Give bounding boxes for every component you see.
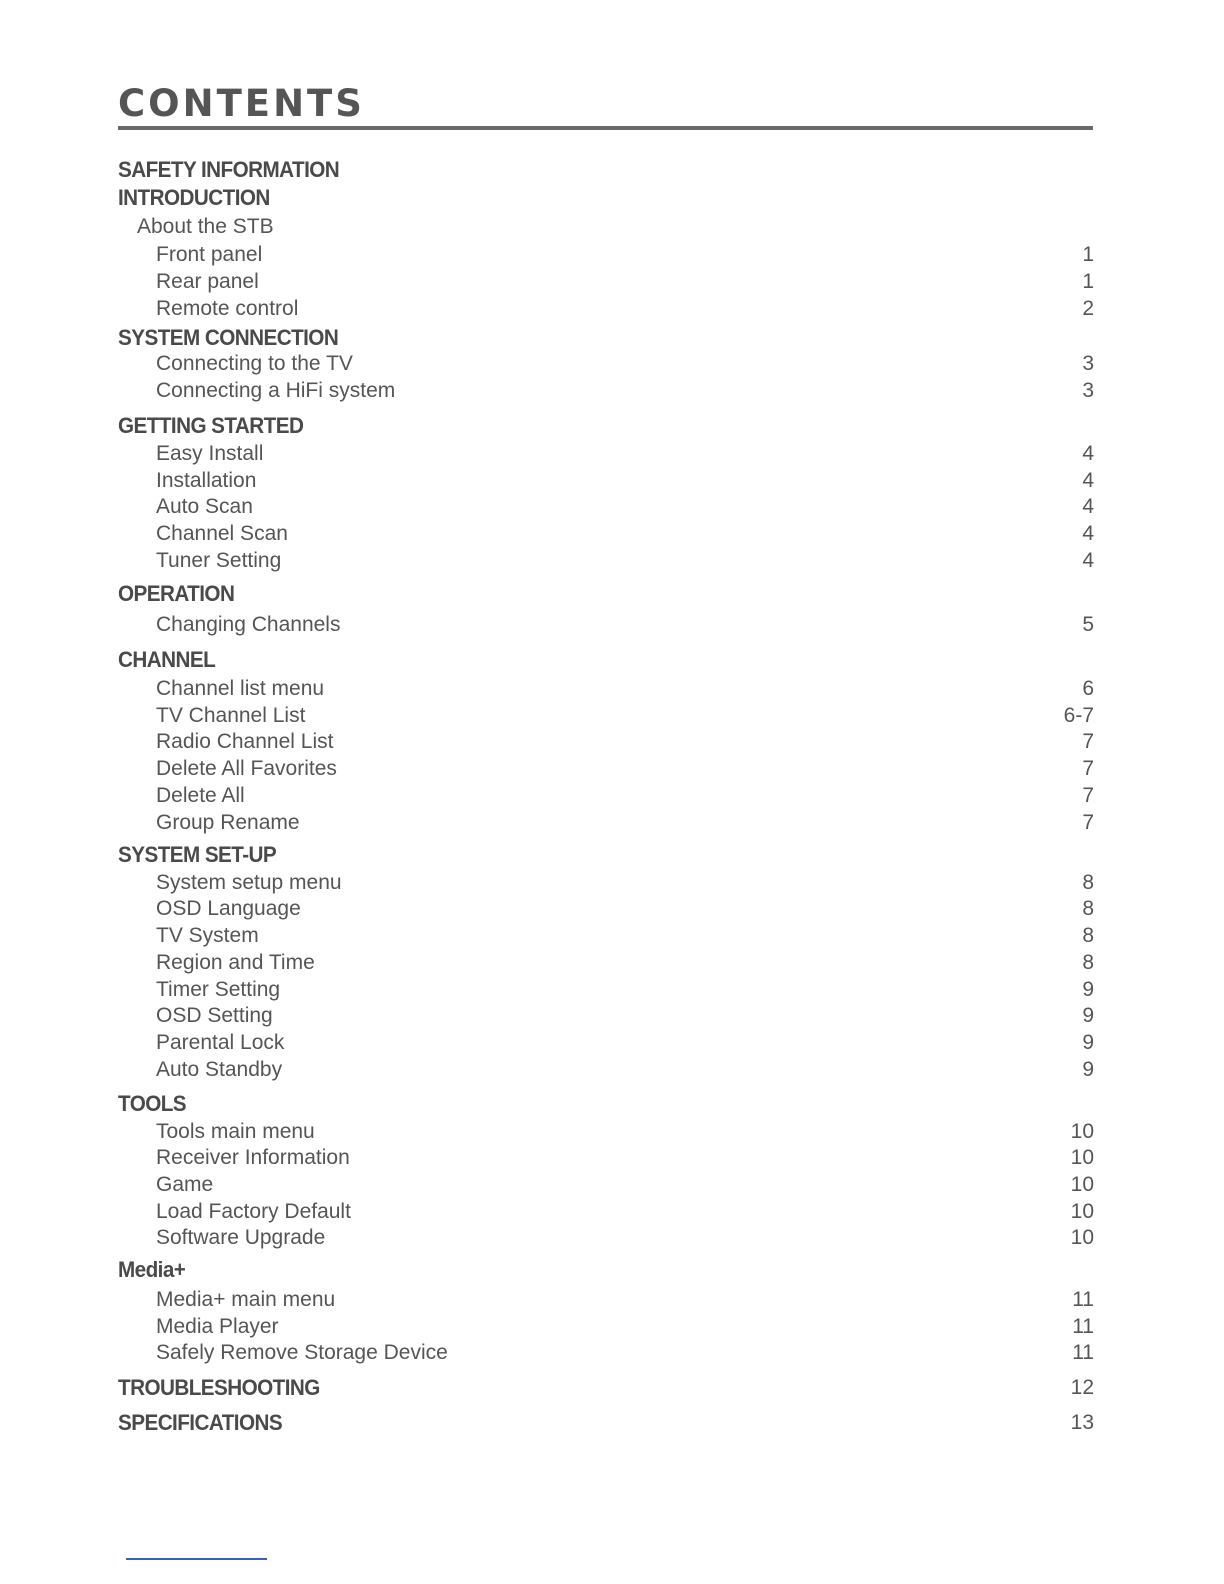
toc-section-heading: INTRODUCTION [118,185,270,210]
toc-page-number: 7 [1082,730,1094,753]
toc-section-row[interactable] [118,841,1094,869]
toc-page-number: 9 [1082,978,1094,1001]
toc-page-number: 10 [1070,1173,1094,1196]
toc-entry-row[interactable] [118,1313,1094,1341]
toc-section-heading: SYSTEM CONNECTION [118,325,339,350]
toc-page-number: 6-7 [1063,704,1094,727]
toc-page-number: 5 [1082,613,1094,636]
toc-section-row[interactable] [118,324,1094,352]
toc-entry-label: Connecting a HiFi system [156,379,396,402]
toc-entry-label: Tools main menu [156,1120,315,1143]
toc-section-row[interactable] [118,580,1094,608]
toc-page-number: 11 [1072,1288,1094,1311]
toc-entry-label: Software Upgrade [156,1226,326,1249]
toc-entry-row[interactable] [118,869,1094,897]
toc-entry-label: Installation [156,469,257,492]
toc-entry-row[interactable] [118,702,1094,730]
toc-page-number: 11 [1072,1341,1094,1364]
toc-page-number: 10 [1070,1226,1094,1249]
toc-entry-label: Easy Install [156,442,264,465]
toc-entry-label: OSD Language [156,897,301,920]
toc-entry-label: Auto Scan [156,495,253,518]
toc-section-row[interactable] [118,156,1094,184]
toc-entry-label: Remote control [156,297,299,320]
toc-page-number: 4 [1082,522,1094,545]
toc-section-row[interactable] [118,1409,1094,1437]
toc-entry-label: Rear panel [156,270,259,293]
toc-entry-label: Connecting to the TV [156,352,353,375]
toc-entry-row[interactable] [118,440,1094,468]
toc-entry-row[interactable] [118,295,1094,323]
toc-entry-row[interactable] [118,1002,1094,1030]
toc-entry-row[interactable] [118,1029,1094,1057]
toc-entry-row[interactable] [118,467,1094,495]
toc-entry-row[interactable] [118,547,1094,575]
toc-page-number: 9 [1082,1031,1094,1054]
toc-page-number: 7 [1082,811,1094,834]
toc-entry-label: Auto Standby [156,1058,283,1081]
toc-entry-label: TV Channel List [156,704,306,727]
toc-section-row[interactable] [118,412,1094,440]
toc-page-number: 9 [1082,1004,1094,1027]
toc-page-number: 3 [1082,379,1094,402]
toc-section-row[interactable] [118,1256,1094,1284]
toc-entry-row[interactable] [118,1171,1094,1199]
toc-section-heading: CHANNEL [118,647,216,672]
toc-entry-row[interactable] [118,611,1094,639]
toc-entry-label: Group Rename [156,811,300,834]
title-divider [118,126,1093,130]
toc-entry-label: Receiver Information [156,1146,350,1169]
toc-entry-label: Radio Channel List [156,730,334,753]
toc-section-row[interactable] [118,1374,1094,1402]
toc-entry-label: System setup menu [156,871,342,894]
toc-section-row[interactable] [118,646,1094,674]
toc-page-number: 7 [1082,757,1094,780]
toc-section-heading: Media+ [118,1257,186,1282]
toc-entry-label: Load Factory Default [156,1200,351,1223]
toc-section-heading: TROUBLESHOOTING [118,1375,320,1400]
toc-page-number: 8 [1082,951,1094,974]
toc-entry-label: Region and Time [156,951,315,974]
toc-page-number: 3 [1082,352,1094,375]
toc-entry-row[interactable] [118,976,1094,1004]
toc-entry-row[interactable] [118,782,1094,810]
toc-entry-label: Media+ main menu [156,1288,336,1311]
toc-page-number: 10 [1070,1200,1094,1223]
toc-entry-row[interactable] [118,1286,1094,1314]
toc-entry-row[interactable] [118,1339,1094,1367]
toc-entry-row[interactable] [118,809,1094,837]
toc-page-number: 8 [1082,897,1094,920]
toc-entry-row[interactable] [118,268,1094,296]
toc-entry-label: Timer Setting [156,978,281,1001]
toc-entry-label: About the STB [137,215,274,238]
toc-entry-row[interactable] [118,493,1094,521]
toc-entry-row[interactable] [118,377,1094,405]
toc-entry-label: Game [156,1173,214,1196]
toc-entry-row[interactable] [118,895,1094,923]
toc-entry-label: Channel Scan [156,522,288,545]
toc-section-heading: OPERATION [118,581,235,606]
toc-page-number: 4 [1082,469,1094,492]
toc-section-heading: TOOLS [118,1091,187,1116]
toc-entry-row[interactable] [118,949,1094,977]
toc-page-number: 1 [1082,243,1094,266]
toc-entry-label: Tuner Setting [156,549,282,572]
toc-entry-label: Delete All Favorites [156,757,337,780]
toc-entry-label: Safely Remove Storage Device [156,1341,448,1364]
toc-entry-row[interactable] [118,1224,1094,1252]
toc-entry-label: Channel list menu [156,677,325,700]
toc-entry-row[interactable] [118,1198,1094,1226]
toc-entry-row[interactable] [118,350,1094,378]
toc-page-number: 6 [1082,677,1094,700]
toc-entry-row[interactable] [118,1144,1094,1172]
toc-page-number: 1 [1082,270,1094,293]
toc-entry-row[interactable] [118,213,1094,241]
toc-page-number: 8 [1082,924,1094,947]
toc-section-row[interactable] [118,184,1094,212]
toc-page-number: 8 [1082,871,1094,894]
toc-page-number: 11 [1072,1315,1094,1338]
toc-section-heading: SAFETY INFORMATION [118,157,340,182]
toc-entry-row[interactable] [118,1056,1094,1084]
toc-page-number: 10 [1070,1120,1094,1143]
toc-page-number: 13 [1070,1411,1094,1434]
page-title: CONTENTS [118,82,365,125]
toc-page-number: 12 [1070,1376,1094,1399]
toc-entry-row[interactable] [118,1118,1094,1146]
toc-entry-row[interactable] [118,922,1094,950]
toc-section-heading: GETTING STARTED [118,413,304,438]
toc-section-heading: SPECIFICATIONS [118,1410,283,1435]
toc-entry-row[interactable] [118,755,1094,783]
toc-entry-label: OSD Setting [156,1004,273,1027]
toc-section-heading: SYSTEM SET-UP [118,842,277,867]
toc-entry-row[interactable] [118,675,1094,703]
footer-link-line [126,1558,267,1560]
toc-entry-label: Parental Lock [156,1031,285,1054]
toc-entry-label: Changing Channels [156,613,341,636]
toc-page-number: 2 [1082,297,1094,320]
toc-page-number: 9 [1082,1058,1094,1081]
toc-page-number: 4 [1082,495,1094,518]
toc-page-number: 10 [1070,1146,1094,1169]
toc-entry-row[interactable] [118,728,1094,756]
toc-entry-row[interactable] [118,520,1094,548]
toc-entry-label: Front panel [156,243,263,266]
toc-page-number: 4 [1082,442,1094,465]
toc-entry-label: TV System [156,924,259,947]
toc-entry-row[interactable] [118,241,1094,269]
toc-section-row[interactable] [118,1090,1094,1118]
toc-entry-label: Media Player [156,1315,279,1338]
toc-page-number: 4 [1082,549,1094,572]
toc-entry-label: Delete All [156,784,245,807]
toc-page-number: 7 [1082,784,1094,807]
